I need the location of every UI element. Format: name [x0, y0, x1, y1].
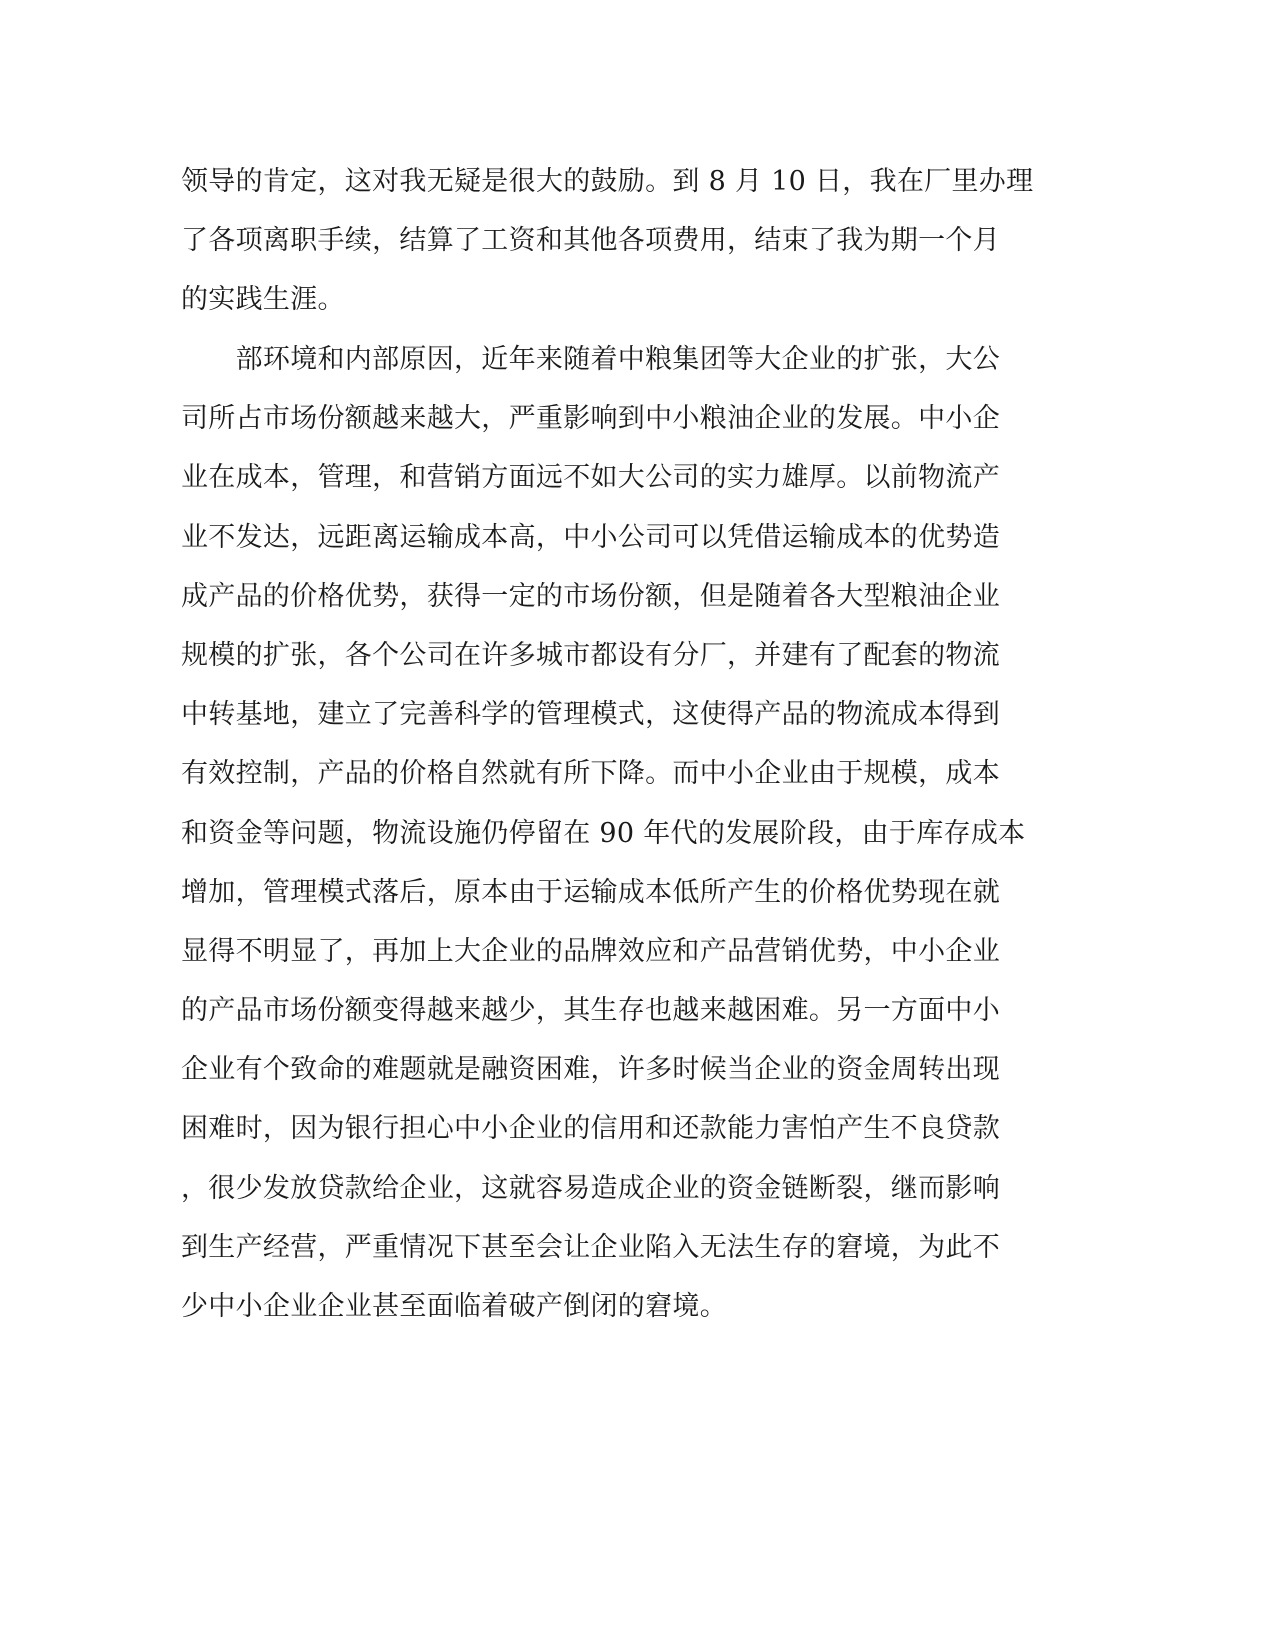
text-line: 困难时，因为银行担心中小企业的信用和还款能力害怕产生不良贷款	[181, 1113, 1000, 1145]
text-line: 业不发达，远距离运输成本高，中小公司可以凭借运输成本的优势造	[181, 521, 1000, 553]
text-line: 有效控制，产品的价格自然就有所下降。而中小企业由于规模，成本	[181, 758, 1000, 790]
text-line: 成产品的价格优势，获得一定的市场份额，但是随着各大型粮油企业	[181, 580, 1000, 612]
text-line: 了各项离职手续，结算了工资和其他各项费用，结束了我为期一个月	[181, 225, 1000, 257]
text-line: 业在成本，管理，和营销方面远不如大公司的实力雄厚。以前物流产	[181, 462, 1000, 494]
text-line: 中转基地，建立了完善科学的管理模式，这使得产品的物流成本得到	[181, 699, 1000, 731]
text-line: 少中小企业企业甚至面临着破产倒闭的窘境。	[181, 1291, 727, 1322]
text-line: 企业有个致命的难题就是融资困难，许多时候当企业的资金周转出现	[181, 1054, 1000, 1086]
text-line: 的实践生涯。	[181, 284, 345, 316]
text-line: 增加，管理模式落后，原本由于运输成本低所产生的价格优势现在就	[181, 876, 1000, 908]
paragraph-2	[181, 330, 1041, 1336]
paragraph-1	[181, 152, 1041, 330]
text-line: 部环境和内部原因，近年来随着中粮集团等大企业的扩张，大公	[181, 344, 1000, 375]
text-line: 显得不明显了，再加上大企业的品牌效应和产品营销优势，中小企业	[181, 935, 1000, 967]
text-line: 和资金等问题，物流设施仍停留在 90 年代的发展阶段，由于库存成本	[181, 817, 1026, 849]
text-line: ，很少发放贷款给企业，这就容易造成企业的资金链断裂，继而影响	[181, 1172, 1000, 1204]
text-line: 司所占市场份额越来越大，严重影响到中小粮油企业的发展。中小企	[181, 403, 1000, 435]
text-line: 的产品市场份额变得越来越少，其生存也越来越困难。另一方面中小	[181, 995, 1000, 1027]
text-line: 领导的肯定，这对我无疑是很大的鼓励。到 8 月 10 日，我在厂里办理	[181, 166, 1034, 197]
text-line: 规模的扩张，各个公司在许多城市都设有分厂，并建有了配套的物流	[181, 639, 1000, 671]
text-line: 到生产经营，严重情况下甚至会让企业陷入无法生存的窘境，为此不	[181, 1231, 1000, 1263]
